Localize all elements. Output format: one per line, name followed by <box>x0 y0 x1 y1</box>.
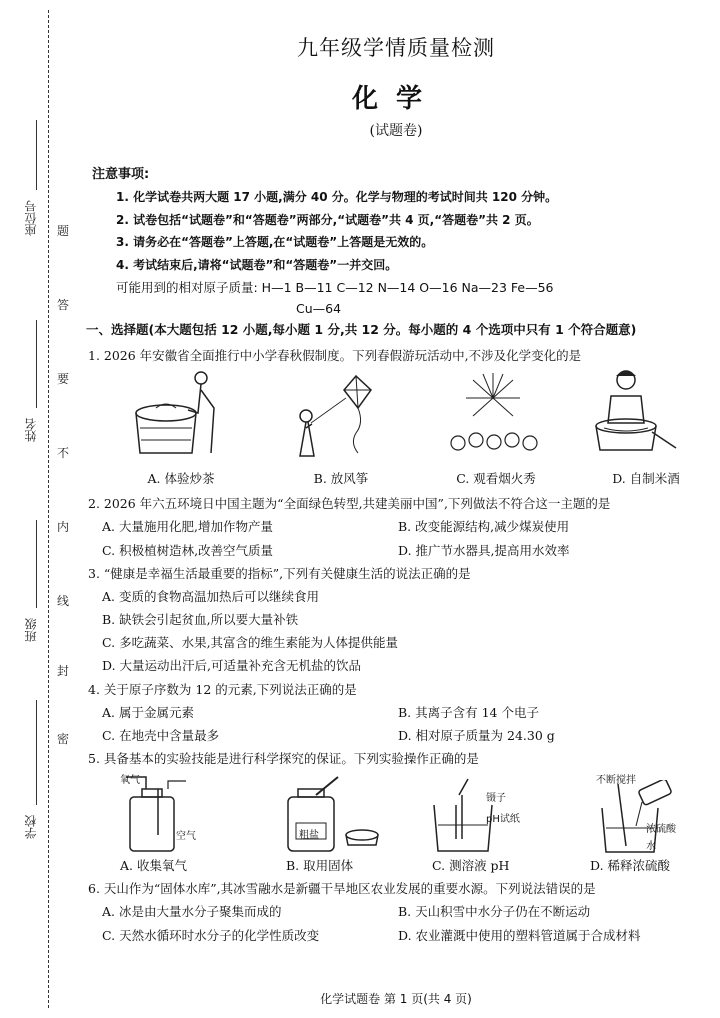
class-line <box>36 520 37 608</box>
class-label: 班级 <box>24 618 38 642</box>
question-6-option-d: D. 农业灌溉中使用的塑料管道属于合成材料 <box>398 928 641 943</box>
note-item: 3. 请务必在“答题卷”上答题,在“试题卷”上答题是无效的。 <box>116 235 434 249</box>
question-2-option-a: A. 大量施用化肥,增加作物产量 <box>102 519 273 534</box>
question-3-option-a: A. 变质的食物高温加热后可以继续食用 <box>102 589 319 604</box>
notes-list <box>116 186 706 276</box>
kite-flying-illustration <box>286 368 396 458</box>
seal-char: 要 <box>57 372 70 386</box>
fireworks-illustration <box>438 368 548 458</box>
atomic-masses-line2: Cu—64 <box>296 301 342 316</box>
section-heading: 一、选择题(本大题包括 12 小题,每小题 1 分,共 12 分。每小题的 4 个选项中只有 1 个符合题意) <box>86 322 637 337</box>
question-2-option-b: B. 改变能源结构,减少煤炭使用 <box>398 519 570 534</box>
question-4-option-b: B. 其离子含有 14 个电子 <box>398 705 539 720</box>
question-4-option-c: C. 在地壳中含量最多 <box>102 728 220 743</box>
stir-label: 不断搅拌 <box>596 775 636 786</box>
water-label: 水 <box>646 841 656 852</box>
question-6-option-b: B. 天山积雪中水分子仍在不断运动 <box>398 904 591 919</box>
ph-paper-label: pH试纸 <box>486 814 520 825</box>
school-line <box>36 700 37 805</box>
question-1-stem: 1. 2026 年安徽省全面推行中小学春秋假制度。下列春假游玩活动中,不涉及化学变化的是 <box>88 348 582 363</box>
rice-wine-illustration <box>586 368 696 458</box>
question-5-option-c: C. 测溶液 pH <box>432 858 510 873</box>
note-item: 4. 考试结束后,请将“试题卷”和“答题卷”一并交回。 <box>116 257 398 272</box>
seal-char: 答 <box>57 298 70 312</box>
seat-number-line <box>36 120 37 190</box>
seal-char: 密 <box>57 732 70 746</box>
question-6-stem: 6. 天山作为“固体水库”,其冰雪融水是新疆干旱地区农业发展的重要水源。下列说法错误的是 <box>88 881 596 896</box>
oxygen-label: 氧气 <box>120 775 140 786</box>
note-item: 1. 化学试卷共两大题 17 小题,满分 40 分。化学与物理的考试时间共 120 分钟。 <box>116 190 558 204</box>
school-label: 学校 <box>24 815 38 839</box>
note-item: 2. 试卷包括“试题卷”和“答题卷”两部分,“试题卷”共 4 页,“答题卷”共 2 页。 <box>116 212 539 227</box>
air-label: 空气 <box>176 831 196 842</box>
question-3-stem: 3. “健康是幸福生活最重要的指标”,下列有关健康生活的说法正确的是 <box>88 566 471 581</box>
seal-char: 内 <box>57 520 70 534</box>
seat-number-label: 座位号 <box>24 200 38 236</box>
name-label: 姓名 <box>24 418 38 442</box>
subject-title: 化学 <box>351 84 440 114</box>
seal-dashed-line <box>48 10 49 1008</box>
seal-char: 封 <box>57 664 70 678</box>
question-1-option-c: C. 观看烟火秀 <box>456 471 536 486</box>
question-3-option-b: B. 缺铁会引起贫血,所以要大量补铁 <box>102 612 299 627</box>
solid-reagent-illustration <box>276 775 386 853</box>
question-6-option-c: C. 天然水循环时水分子的化学性质改变 <box>102 928 320 943</box>
question-5-option-a: A. 收集氧气 <box>120 858 187 873</box>
exam-title: 九年级学情质量检测 <box>297 36 495 60</box>
question-1-option-d: D. 自制米酒 <box>612 471 680 486</box>
question-1-option-a: A. 体验炒茶 <box>147 471 215 486</box>
question-5-option-b: B. 取用固体 <box>286 858 354 873</box>
question-3-option-d: D. 大量运动出汗后,可适量补充含无机盐的饮品 <box>102 658 361 673</box>
seal-char: 题 <box>57 224 70 238</box>
question-4-option-d: D. 相对原子质量为 24.30 g <box>398 728 555 743</box>
seal-char: 线 <box>57 594 70 608</box>
question-2-option-d: D. 推广节水器具,提高用水效率 <box>398 543 570 558</box>
question-4-option-a: A. 属于金属元素 <box>102 705 194 720</box>
concentrated-acid-label: 浓硫酸 <box>646 824 676 835</box>
atomic-masses-line1: 可能用到的相对原子质量: H—1 B—11 C—12 N—14 O—16 Na—23 Fe—56 <box>116 280 554 295</box>
question-2-stem: 2. 2026 年六五环境日中国主题为“全面绿色转型,共建美丽中国”,下列做法不符合这一主题的是 <box>88 496 611 511</box>
binding-margin <box>0 0 78 1018</box>
question-5-stem: 5. 具备基本的实验技能是进行科学探究的保证。下列实验操作正确的是 <box>88 751 479 766</box>
question-4-stem: 4. 关于原子序数为 12 的元素,下列说法正确的是 <box>88 682 357 697</box>
question-5-option-d: D. 稀释浓硫酸 <box>590 858 671 873</box>
dilution-illustration <box>596 780 676 854</box>
question-3-option-c: C. 多吃蔬菜、水果,其富含的维生素能为人体提供能量 <box>102 635 399 650</box>
exam-page <box>86 0 706 1018</box>
atomic-masses <box>116 277 706 319</box>
question-6-option-a: A. 冰是由大量水分子聚集而成的 <box>102 904 282 919</box>
question-1-option-b: B. 放风筝 <box>313 471 369 486</box>
notes-heading: 注意事项: <box>92 167 150 182</box>
page-footer: 化学试题卷 第 1 页(共 4 页) <box>320 992 472 1006</box>
seal-char: 不 <box>57 446 70 460</box>
tweezers-label: 镊子 <box>486 793 506 804</box>
tea-roasting-illustration <box>126 368 236 458</box>
question-2-option-c: C. 积极植树造林,改善空气质量 <box>102 543 274 558</box>
name-line <box>36 320 37 408</box>
paper-type: (试题卷) <box>369 123 423 139</box>
coarse-salt-label: 粗盐 <box>299 830 319 841</box>
